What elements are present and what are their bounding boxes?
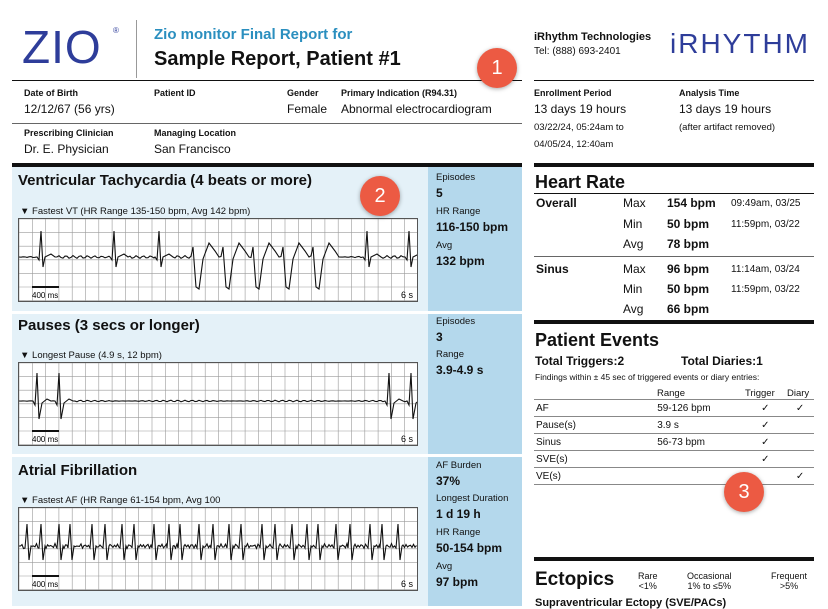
col-range: Range [657,388,685,399]
hr-metric: Max [623,196,646,210]
location-value: San Francisco [154,142,231,156]
hr-time: 11:14am, 03/24 [731,264,800,275]
heart-rate-title: Heart Rate [535,172,626,192]
event-trigger: ✓ [745,434,787,451]
scale-label: 400 ms [32,291,59,300]
stat-label: HR Range [436,206,481,217]
hr-value: 154 bpm [667,196,716,210]
event-diary: ✓ [786,468,814,485]
clinician-value: Dr. E. Physician [24,142,109,156]
af-ecg-strip [18,507,418,591]
event-trigger: ✓ [745,400,787,417]
event-range: 3.9 s [657,417,744,434]
hr-value: 66 bpm [667,302,710,316]
divider [12,80,522,81]
patient-name: Sample Report, Patient #1 [154,48,401,70]
ectopy-rare [638,571,658,591]
vt-ecg-chart [19,219,417,301]
stat-value: 3.9-4.9 s [436,363,484,377]
stat-label: Episodes [436,316,476,327]
stat-label: Longest Duration [436,493,509,504]
irhythm-logo: iRHYTHM [670,28,810,59]
gender-value: Female [287,102,328,116]
enrollment-start: 03/22/24, 05:24am to [534,122,624,133]
analysis-label: Analysis Time [679,88,740,98]
duration-label: 6 s [401,579,414,589]
hr-group-sinus: Sinus [536,262,569,276]
duration-label: 6 s [401,290,414,300]
af-ecg-chart [19,508,417,590]
divider [12,123,522,124]
event-diary [786,451,814,468]
ectopy-frequent-label: Frequent [771,571,808,581]
vt-title: Ventricular Tachycardia (4 beats or more) [18,172,313,189]
af-ecg-trace [19,524,417,560]
total-diaries: Total Diaries:1 [681,354,763,368]
event-row [534,400,814,417]
stat-value: 97 bpm [436,575,479,589]
gender-label: Gender [287,88,319,98]
indication-value: Abnormal electrocardiogram [341,102,492,116]
company-phone: Tel: (888) 693-2401 [534,46,621,57]
event-row [534,434,814,451]
hr-value: 50 bpm [667,217,710,231]
analysis-value: 13 days 19 hours [679,102,772,116]
stat-value: 116-150 bpm [436,220,509,234]
hr-metric: Avg [623,302,644,316]
ectopy-frequent [771,571,807,591]
ectopy-rare-sub: <1% [638,581,657,591]
patient-events-title: Patient Events [535,330,660,350]
dob-label: Date of Birth [24,88,78,98]
stat-label: Avg [436,561,453,572]
divider [534,256,814,257]
callout-badge-3: 3 [724,472,764,512]
event-diary: ✓ [786,400,814,417]
stat-value: 132 bpm [436,254,485,268]
event-diary [786,417,814,434]
location-label: Managing Location [154,128,236,138]
event-row [534,451,814,468]
enrollment-value: 13 days 19 hours [534,102,627,116]
stat-value: 50-154 bpm [436,541,503,555]
event-row [534,417,814,434]
event-range [657,451,744,468]
event-trigger: ✓ [745,417,787,434]
total-triggers: Total Triggers:2 [535,354,625,368]
sve-heading: Supraventricular Ectopy (SVE/PACs) [535,597,727,609]
event-diary [786,434,814,451]
stat-value: 5 [436,186,443,200]
stat-label: AF Burden [436,460,482,471]
events-note: Findings within ± 45 sec of triggered events or diary entries: [535,372,760,382]
divider [534,80,814,81]
header-divider [136,20,137,78]
registered-mark: ® [113,26,119,35]
event-name: Sinus [534,434,657,451]
hr-value: 96 bpm [667,262,710,276]
stat-label: Avg [436,240,453,251]
pause-title: Pauses (3 secs or longer) [18,317,200,334]
enrollment-end: 04/05/24, 12:40am [534,139,614,150]
hr-group-overall: Overall [536,196,577,210]
report-title: Zio monitor Final Report for [154,26,353,43]
event-range: 56-73 bpm [657,434,744,451]
stat-label: Range [436,349,464,360]
hr-metric: Min [623,217,643,231]
hr-value: 78 bpm [667,237,710,251]
event-range: 59-126 bpm [657,400,744,417]
enrollment-label: Enrollment Period [534,88,612,98]
section-divider [534,557,814,561]
stat-label: Episodes [436,172,476,183]
ectopy-occasional [687,571,732,591]
event-name: SVE(s) [534,451,657,468]
pause-ecg-trace [19,373,417,419]
event-row [534,468,814,485]
divider [534,193,814,194]
vt-ecg-strip [18,218,418,302]
hr-time: 09:49am, 03/25 [731,198,801,209]
col-diary: Diary [787,388,810,399]
hr-metric: Avg [623,237,644,251]
ectopy-occasional-label: Occasional [687,571,732,581]
analysis-note: (after artifact removed) [679,122,776,133]
callout-badge-1: 1 [477,48,517,88]
hr-time: 11:59pm, 03/22 [731,284,800,295]
events-table [534,400,814,485]
callout-badge-2: 2 [360,176,400,216]
ectopics-title: Ectopics [535,569,615,590]
stat-value: 1 d 19 h [436,507,481,521]
section-divider [534,163,814,167]
hr-time: 11:59pm, 03/22 [731,219,800,230]
hr-metric: Max [623,262,646,276]
pause-ecg-chart [19,363,417,445]
stat-label: HR Range [436,527,481,538]
zio-logo: ZIO [22,21,102,73]
stat-value: 37% [436,474,461,488]
pause-ecg-strip [18,362,418,446]
section-divider [534,320,814,324]
event-name: Pause(s) [534,417,657,434]
ectopy-frequent-sub: >5% [779,581,799,591]
event-name: VE(s) [534,468,657,485]
ectopy-occasional-sub: 1% to ≤5% [687,581,731,591]
af-title: Atrial Fibrillation [18,462,138,479]
company-name: iRhythm Technologies [534,31,652,43]
event-name: AF [534,400,657,417]
pause-subtitle: ▼ Longest Pause (4.9 s, 12 bpm) [20,350,162,361]
scale-label: 400 ms [32,435,59,444]
scale-label: 400 ms [32,580,59,589]
patient-id-label: Patient ID [154,88,196,98]
hr-value: 50 bpm [667,282,710,296]
hr-metric: Min [623,282,643,296]
duration-label: 6 s [401,434,414,444]
indication-label: Primary Indication (R94.31) [341,88,458,98]
stat-value: 3 [436,330,443,344]
clinician-label: Prescribing Clinician [24,128,114,138]
ectopy-rare-label: Rare [638,571,658,581]
af-subtitle: ▼ Fastest AF (HR Range 61-154 bpm, Avg 100 [20,495,221,506]
col-trigger: Trigger [745,388,775,399]
event-trigger: ✓ [745,451,787,468]
vt-subtitle: ▼ Fastest VT (HR Range 135-150 bpm, Avg 142 bpm) [20,206,251,217]
dob-value: 12/12/67 (56 yrs) [24,102,115,116]
